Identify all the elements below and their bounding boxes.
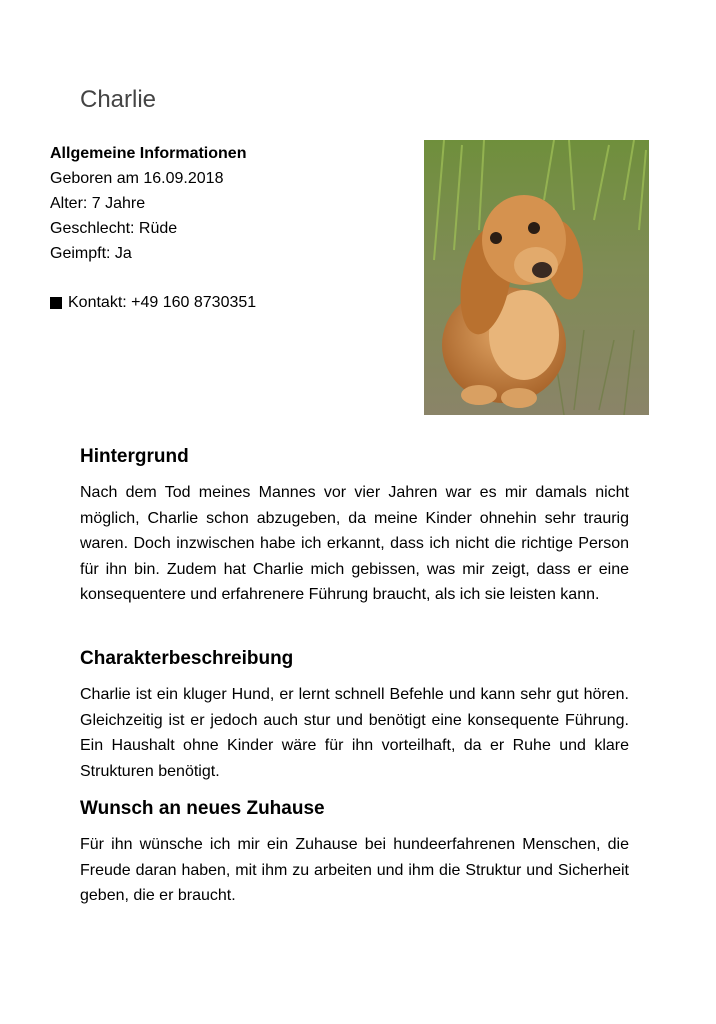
section-heading: Wunsch an neues Zuhause: [80, 798, 325, 819]
section-text: Charlie ist ein kluger Hund, er lernt schnell Befehle und kann sehr gut hören. Gleichzeitig ist er jedoch auch stur und benötigt eine konsequente Führung. Ein Haushalt ohne Kinder wäre für ihn vorteilhaft, da er Ruhe und klare Strukturen benötigt.: [80, 686, 629, 780]
birth-date: Geboren am 16.09.2018: [50, 170, 224, 187]
dog-photo: [424, 140, 649, 415]
section-character: [80, 646, 629, 784]
section-text: Nach dem Tod meines Mannes vor vier Jahren war es mir damals nicht möglich, Charlie schon abzugeben, da meine Kinder ohnehin sehr traurig waren. Doch inzwischen habe ich erkannt, dass ich nicht die richtige Person für ihn bin. Zudem hat Charlie mich gebissen, was mir zeigt, dass er eine konsequentere und erfahrenere Führung braucht, als ich sie leisten kann.: [80, 484, 629, 603]
vaccinated: Geimpft: Ja: [50, 245, 132, 262]
page-title: Charlie: [80, 86, 157, 113]
section-background: [80, 444, 629, 608]
sex: Geschlecht: Rüde: [50, 220, 178, 237]
section-heading: Hintergrund: [80, 446, 189, 467]
age: Alter: 7 Jahre: [50, 195, 146, 212]
general-info-heading: Allgemeine Informationen: [50, 145, 247, 162]
section-heading: Charakterbeschreibung: [80, 648, 294, 669]
contact-text: Kontakt: +49 160 8730351: [68, 294, 257, 311]
section-new-home-wish: [80, 796, 629, 909]
section-text: Für ihn wünsche ich mir ein Zuhause bei hundeerfahrenen Menschen, die Freude daran haben, mit ihm zu arbeiten und ihm die Struktur und Sicherheit geben, die er braucht.: [80, 836, 629, 904]
dog-photo-illustration: [424, 140, 649, 415]
contact: [50, 290, 256, 315]
general-info: [50, 141, 390, 266]
square-bullet-icon: [50, 297, 62, 309]
